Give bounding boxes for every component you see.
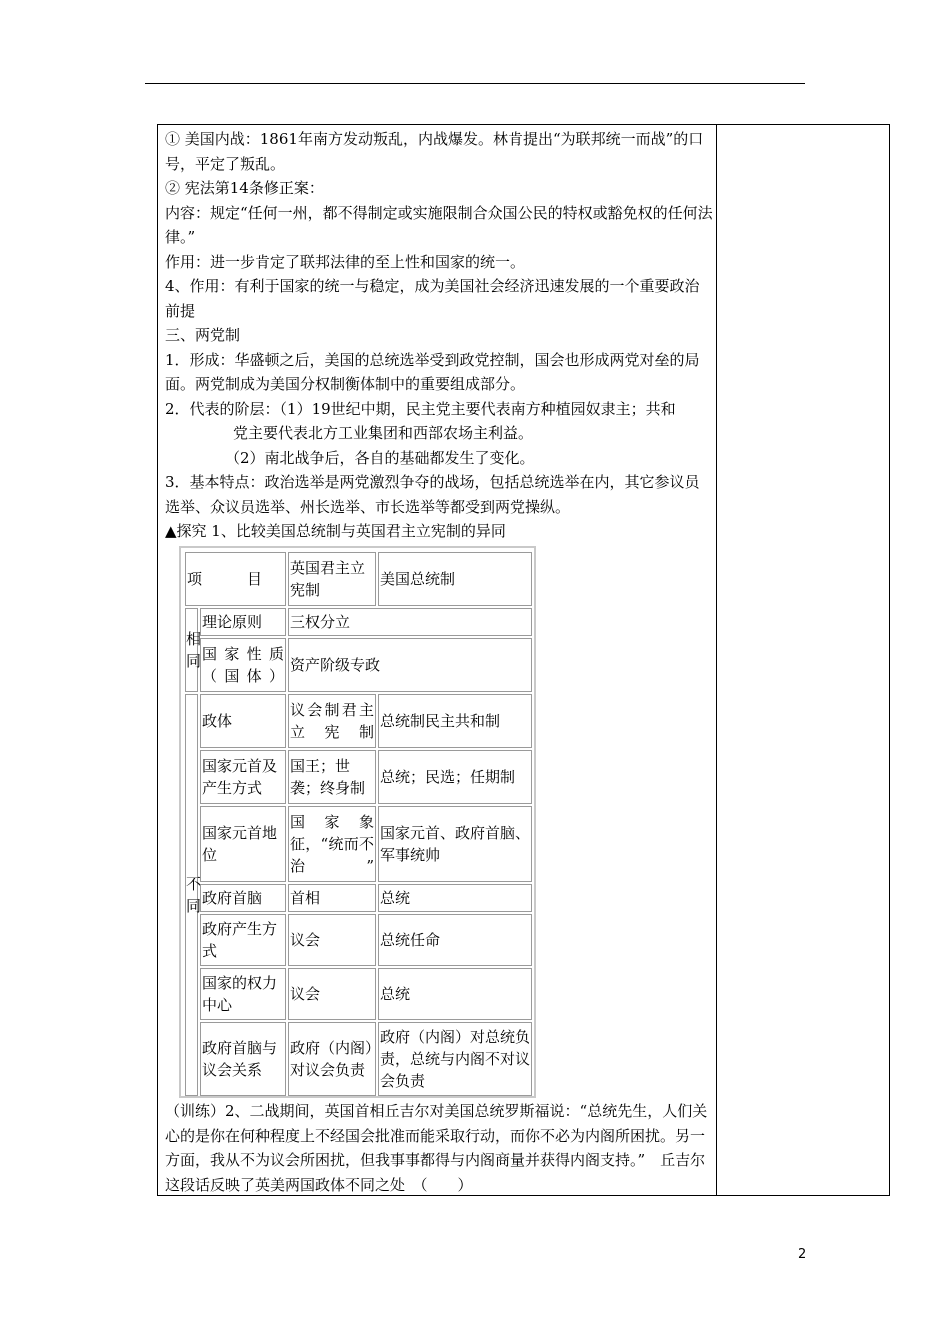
party-classes-line1: 2．代表的阶层：（1）19世纪中期，民主党主要代表南方种植园奴隶主；共和 bbox=[165, 399, 676, 418]
table-row bbox=[185, 968, 532, 1020]
header-us: 美国总统制 bbox=[378, 552, 532, 606]
notes-column-divider bbox=[716, 124, 717, 1196]
table-row bbox=[185, 1022, 532, 1096]
uk-value: 国家象征，“统而不治” bbox=[288, 806, 376, 882]
party-classes-line2: 党主要代表北方工业集团和西部农场主利益。 bbox=[233, 424, 534, 442]
basic-features: 3．基本特点：政治选举是两党激烈争夺的战场，包括总统选举在内，其它参议员选举、众议员选举、州长选举、市长选举等都受到两党操纵。 bbox=[165, 473, 700, 516]
table-row bbox=[185, 694, 532, 748]
us-value: 总统制民主共和制 bbox=[378, 694, 532, 748]
header-rule bbox=[145, 83, 805, 84]
two-party-formation: 1．形成：华盛顿之后，美国的总统选举受到政党控制，国会也形成两党对垒的局面。两党制成为美国分权制衡体制中的重要组成部分。 bbox=[165, 350, 700, 393]
page-number: 2 bbox=[798, 1247, 807, 1262]
us-value: 总统 bbox=[378, 968, 532, 1020]
row-label: 国家元首地位 bbox=[200, 806, 286, 882]
table-header-row bbox=[185, 552, 532, 606]
table-row bbox=[185, 884, 532, 912]
us-value: 总统任命 bbox=[378, 914, 532, 966]
lesson-content bbox=[165, 127, 713, 544]
header-uk: 英国君主立宪制 bbox=[288, 552, 376, 606]
civil-war-text: ① 美国内战：1861年南方发动叛乱，内战爆发。林肯提出“为联邦统一而战”的口号，平定了叛乱。 bbox=[165, 130, 704, 173]
same-group-label: 相同 bbox=[185, 608, 198, 692]
row-label: 政体 bbox=[200, 694, 286, 748]
amendment-content: 内容：规定“任何一州，都不得制定或实施限制合众国公民的特权或豁免权的任何法律。” bbox=[165, 203, 713, 246]
table-row bbox=[185, 914, 532, 966]
us-value: 总统 bbox=[378, 884, 532, 912]
uk-value: 议会 bbox=[288, 914, 376, 966]
row-label: 国家的权力中心 bbox=[200, 968, 286, 1020]
exercise-block bbox=[165, 1099, 713, 1197]
federal-effect: 4、作用：有利于国家的统一与稳定，成为美国社会经济迅速发展的一个重要政治前提 bbox=[165, 277, 700, 320]
row-label: 政府产生方式 bbox=[200, 914, 286, 966]
row-value: 资产阶级专政 bbox=[288, 638, 532, 692]
uk-value: 政府（内阁）对议会负责 bbox=[288, 1022, 376, 1096]
row-label: 政府首脑 bbox=[200, 884, 286, 912]
uk-value: 国王；世袭；终身制 bbox=[288, 750, 376, 804]
diff-group-label: 不同 bbox=[185, 694, 198, 1096]
row-label: 国家性质（国体） bbox=[200, 638, 286, 692]
party-change: （2）南北战争后，各自的基础都发生了变化。 bbox=[225, 448, 535, 467]
table-row bbox=[185, 750, 532, 804]
section-heading: 三、两党制 bbox=[165, 326, 241, 344]
explore-heading: ▲探究 1、比较美国总统制与英国君主立宪制的异同 bbox=[165, 522, 506, 540]
header-item: 项 目 bbox=[185, 552, 286, 606]
exercise-text: （训练）2、二战期间，英国首相丘吉尔对美国总统罗斯福说：“总统先生，人们关心的是你在何种程度上不经国会批准而能采取行动，而你不必为内阁所困扰。另一方面，我从不为议会所困扰，但我事事都得与内阁商量并获得内阁支持。” 丘吉尔这段话反映了英美两国政体不同之处 （ ） bbox=[165, 1102, 708, 1194]
us-value: 政府（内阁）对总统负责，总统与内阁不对议会负责 bbox=[378, 1022, 532, 1096]
us-value: 总统；民选；任期制 bbox=[378, 750, 532, 804]
table-row bbox=[185, 806, 532, 882]
uk-value: 首相 bbox=[288, 884, 376, 912]
uk-value: 议会 bbox=[288, 968, 376, 1020]
row-value: 三权分立 bbox=[288, 608, 532, 636]
comparison-table bbox=[179, 546, 536, 1098]
table-row bbox=[185, 638, 532, 692]
row-label: 国家元首及产生方式 bbox=[200, 750, 286, 804]
amendment-title: ② 宪法第14条修正案： bbox=[165, 179, 324, 197]
row-label: 理论原则 bbox=[200, 608, 286, 636]
us-value: 国家元首、政府首脑、军事统帅 bbox=[378, 806, 532, 882]
row-label: 政府首脑与议会关系 bbox=[200, 1022, 286, 1096]
table-row bbox=[185, 608, 532, 636]
uk-value: 议会制君主立宪制 bbox=[288, 694, 376, 748]
amendment-effect: 作用：进一步肯定了联邦法律的至上性和国家的统一。 bbox=[165, 252, 526, 271]
